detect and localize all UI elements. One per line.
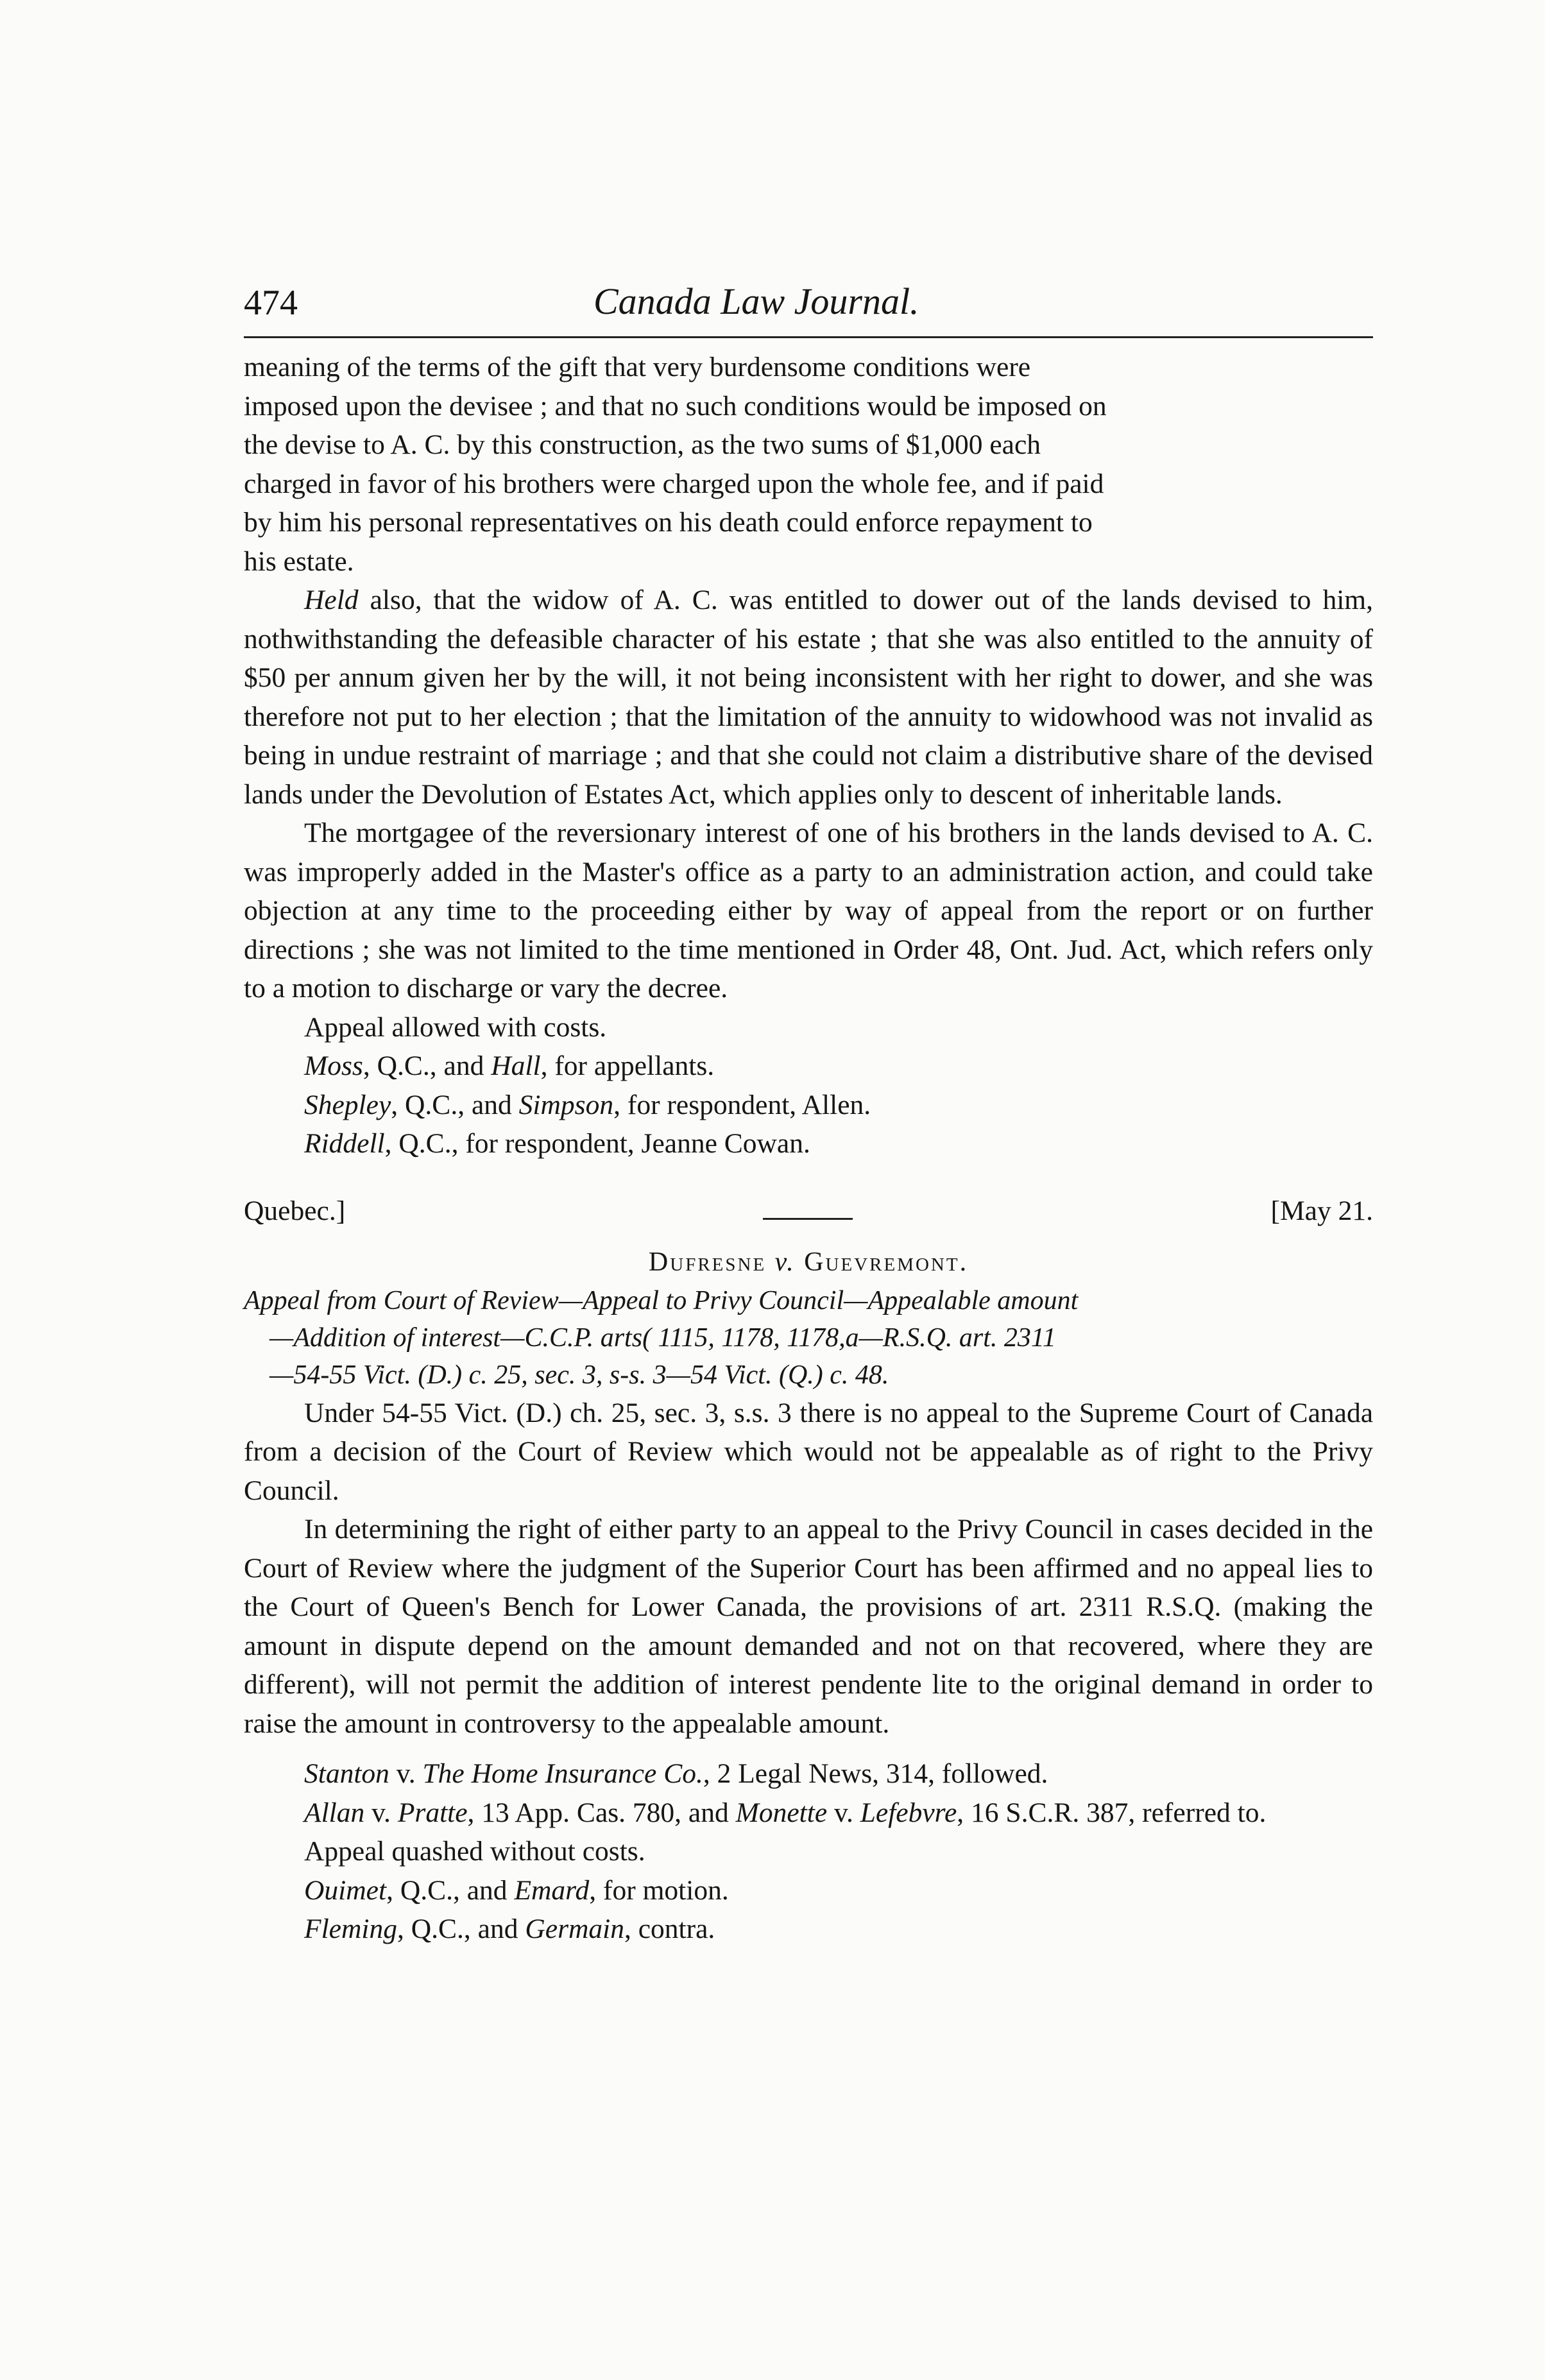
result-line: Appeal allowed with costs. xyxy=(304,1011,607,1043)
party-name: Guevremont. xyxy=(804,1247,969,1277)
text-line: the devise to A. C. by this construction, as the two sums of $1,000 each xyxy=(244,429,1041,460)
journal-page xyxy=(244,282,1373,1949)
text-line: meaning of the terms of the gift that very burdensome conditions were xyxy=(244,352,1031,382)
counsel-name: Shepley xyxy=(304,1089,391,1120)
citation-text: , 16 S.C.R. 387, referred to. xyxy=(957,1797,1267,1828)
versus: v. xyxy=(774,1247,796,1277)
holding-paragraph: In determining the right of either party to an appeal to the Privy Council in cases decided in the Court of Review where the judgment of the Superior Court has been affirmed and no appeal lies to the Court of Queen's Bench for Lower Canada, the provisions of art. 2311 R.S.Q. (making the amount in dispute depend on the amount demanded and not on that recovered, where they are different), will not permit the addition of interest pendente lite to the original demand in order to raise the amount in controversy to the appealable amount. xyxy=(244,1514,1373,1739)
case-title xyxy=(244,1243,1373,1282)
separator-rule xyxy=(763,1218,853,1220)
result-line: Appeal quashed without costs. xyxy=(304,1836,645,1867)
case-name: The Home Insurance Co. xyxy=(422,1758,703,1789)
counsel-text: , Q.C., for respondent, Jeanne Cowan. xyxy=(384,1128,810,1159)
counsel-text: , for respondent, Allen. xyxy=(613,1089,871,1120)
text-line: imposed upon the devisee ; and that no such conditions would be imposed on xyxy=(244,390,1107,422)
case-name: Lefebvre xyxy=(860,1797,957,1828)
counsel-text: , for appellants. xyxy=(540,1050,715,1081)
counsel-name: Germain xyxy=(525,1913,624,1944)
citation-paragraph xyxy=(244,1754,1373,1794)
counsel-name: Hall xyxy=(491,1050,541,1081)
counsel-name: Riddell xyxy=(304,1128,385,1159)
continued-paragraph xyxy=(244,348,1373,581)
province-label: Quebec.] xyxy=(244,1195,346,1226)
headnote-line: Appeal from Court of Review—Appeal to Privy Council—Appealable amount xyxy=(244,1285,1079,1315)
held-word: Held xyxy=(304,585,359,615)
text-line: by him his personal representatives on his death could enforce repayment to xyxy=(244,507,1093,538)
header-rule xyxy=(244,336,1373,338)
case-name: Monette xyxy=(735,1797,828,1828)
headnote xyxy=(244,1282,1373,1394)
counsel-line xyxy=(244,1910,1373,1949)
page-number: 474 xyxy=(244,283,298,323)
citation-text: , 13 App. Cas. 780, and xyxy=(467,1797,736,1828)
counsel-name: Ouimet xyxy=(304,1874,387,1906)
party-name: Dufresne xyxy=(648,1247,767,1277)
case-name: Allan xyxy=(304,1797,365,1828)
counsel-text: , contra. xyxy=(624,1913,715,1944)
citation-text: v. xyxy=(827,1797,860,1828)
counsel-line xyxy=(244,1047,1373,1086)
page-header xyxy=(244,282,1373,340)
counsel-text: , Q.C., and xyxy=(397,1913,525,1944)
citation-text: v. xyxy=(389,1758,423,1789)
mortgagee-paragraph: The mortgagee of the reversionary interest of one of his brothers in the lands devised to A. C. was improperly added in the Master's office as a party to an administration action, and could take objection at any time to the proceeding either by way of appeal from the report or on further directions ; she was not limited to the time mentioned in Order 48, Ont. Jud. Act, which refers only to a motion to discharge or vary the decree. xyxy=(244,818,1373,1004)
text-line: his estate. xyxy=(244,545,354,577)
headnote-line: —Addition of interest—C.C.P. arts( 1115, 1178, 1178,a—R.S.Q. art. 2311 xyxy=(269,1323,1056,1353)
counsel-name: Emard xyxy=(514,1874,590,1906)
counsel-line xyxy=(244,1086,1373,1125)
counsel-name: Moss xyxy=(304,1050,363,1081)
counsel-text: , Q.C., and xyxy=(363,1050,491,1081)
counsel-text: , Q.C., and xyxy=(391,1089,519,1120)
citation-text: , 2 Legal News, 314, followed. xyxy=(703,1758,1048,1789)
citation-paragraph xyxy=(244,1794,1373,1833)
case-separator xyxy=(244,1192,1373,1231)
held-paragraph xyxy=(244,581,1373,814)
case-name: Pratte xyxy=(397,1797,468,1828)
counsel-line xyxy=(244,1124,1373,1163)
running-title: Canada Law Journal. xyxy=(593,280,919,322)
counsel-text: , for motion. xyxy=(589,1874,729,1906)
held-text: also, that the widow of A. C. was entitled to dower out of the lands devised to him, nothwithstanding the defeasible character of his estate ; that she was also entitled to the annuity of $50 per annum given her by the will, it not being inconsistent with her right to dower, and she was therefore not put to her election ; that the limitation of the annuity to widowhood was not invalid as being in undue restraint of marriage ; and that she could not claim a distributive share of the devised lands under the Devolution of Estates Act, which applies only to descent of inheritable lands. xyxy=(244,585,1373,810)
counsel-line xyxy=(244,1871,1373,1910)
body-text xyxy=(244,348,1373,1949)
counsel-text: , Q.C., and xyxy=(386,1874,515,1906)
citation-text: v. xyxy=(364,1797,398,1828)
case-name: Stanton xyxy=(304,1758,389,1789)
text-line: charged in favor of his brothers were charged upon the whole fee, and if paid xyxy=(244,468,1104,499)
holding-paragraph: Under 54-55 Vict. (D.) ch. 25, sec. 3, s.s. 3 there is no appeal to the Supreme Court of Canada from a decision of the Court of Review which would not be appealable as of right to the Privy Council. xyxy=(244,1397,1373,1506)
counsel-name: Simpson xyxy=(518,1089,614,1120)
headnote-line: —54-55 Vict. (D.) c. 25, sec. 3, s-s. 3—54 Vict. (Q.) c. 48. xyxy=(269,1360,889,1390)
decision-date: [May 21. xyxy=(1270,1195,1373,1226)
counsel-name: Fleming xyxy=(304,1913,397,1944)
